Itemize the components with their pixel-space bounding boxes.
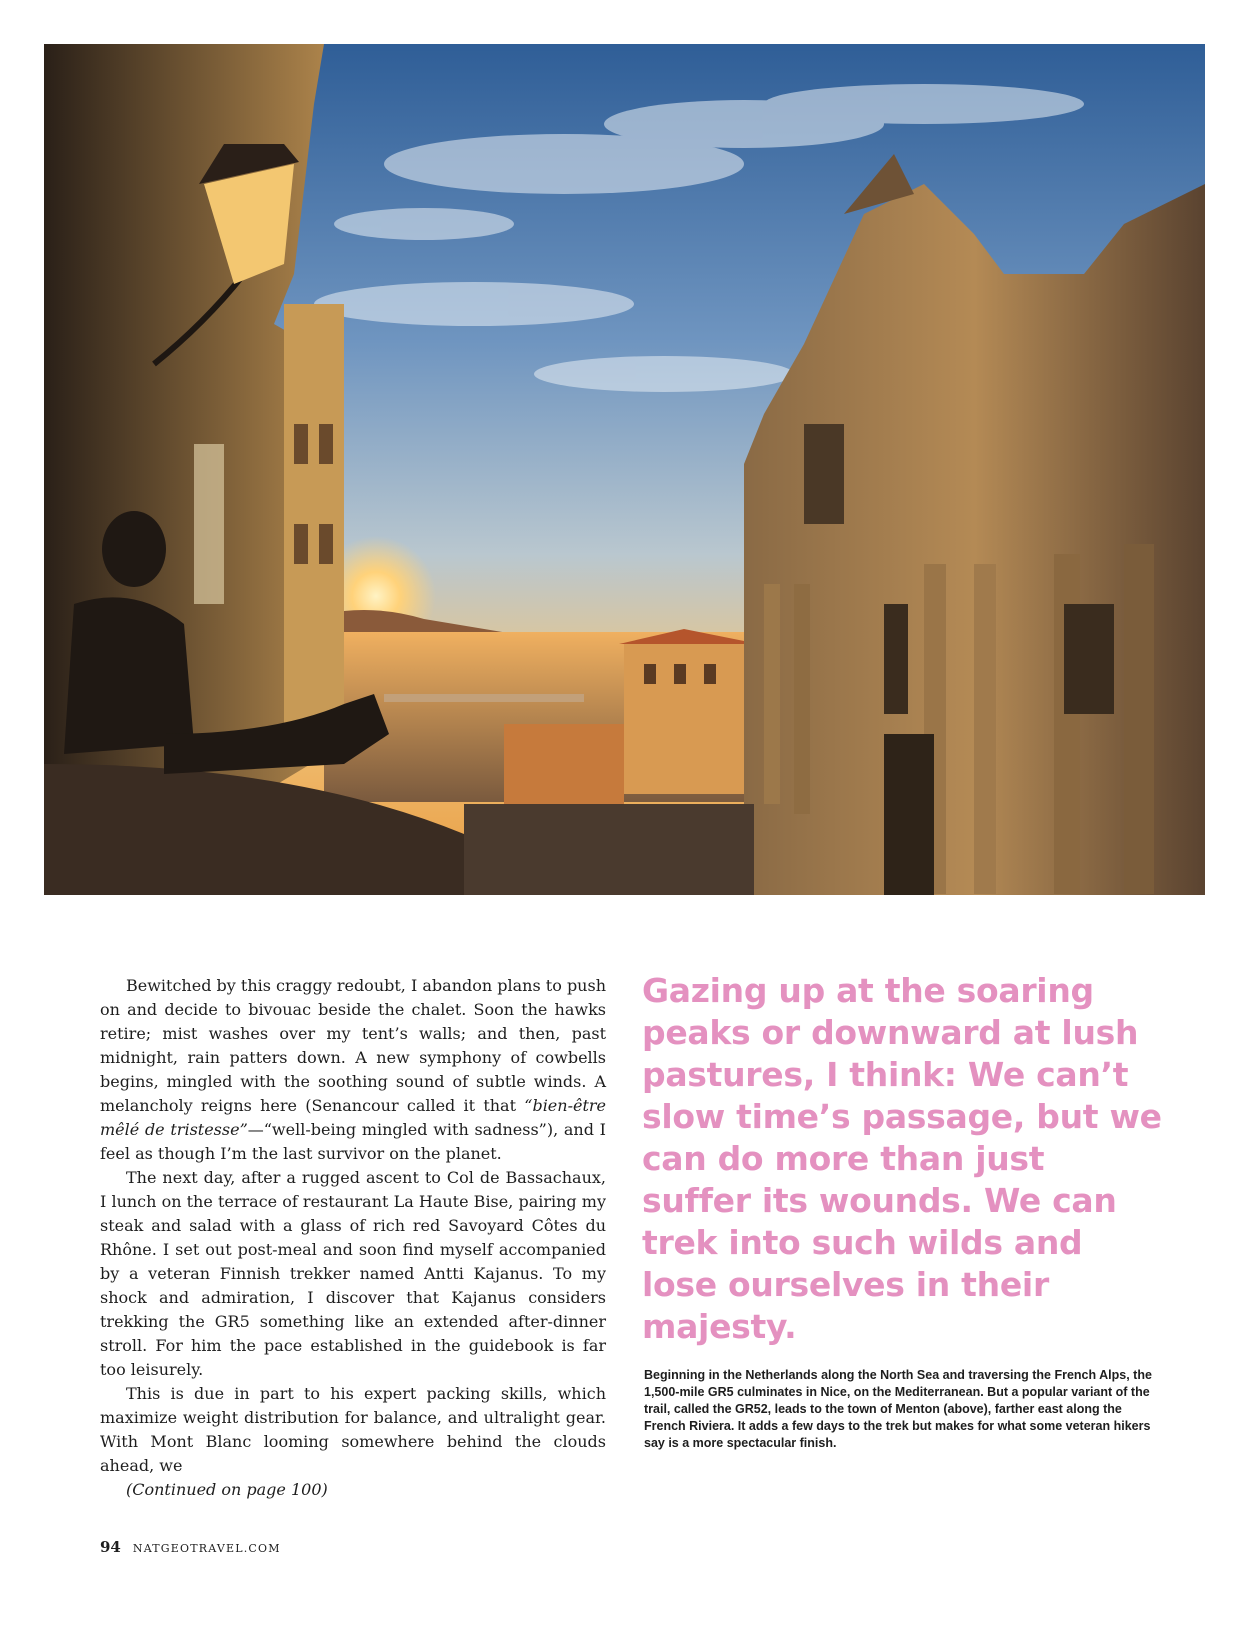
quoted-phrase: “bien-être mêlé de tristesse” — [100, 1096, 606, 1139]
page-number: 94 — [100, 1538, 121, 1556]
hero-photo — [44, 44, 1205, 895]
article-paragraph-2: The next day, after a rugged ascent to Col de Bassachaux, I lunch on the terrace of restaurant La Haute Bise, pairing my steak and salad with a glass of rich red Savoyard Côtes du Rhône. I set out post-meal and soon find myself accompanied by a veteran Finnish trekker named Antti Kajanus. To my shock and admiration, I discover that Kajanus considers trekking the GR5 something like an extended after-dinner stroll. For him the pace established in the guidebook is far too leisurely. — [100, 1168, 606, 1379]
photo-caption: Beginning in the Netherlands along the North Sea and traversing the French Alps, the 1,500-mile GR5 culminates in Nice, on the Mediterranean. But a popular variant of the trail, called the GR52, leads to the town of Menton (above), farther east along the French Riviera. It adds a few days to the trek but makes for what some veteran hikers say is a more spectacular finish. — [644, 1368, 1152, 1450]
pull-quote: Gazing up at the soaring peaks or downward at lush pastures, I think: We can’t slow time’s passage, but we can do more than just suffer its wounds. We can trek into such wilds and lose ourselves in their majesty. — [642, 971, 1162, 1346]
website-url: NATGEOTRAVEL.COM — [132, 1542, 281, 1555]
article-paragraph-3: This is due in part to his expert packing skills, which maximize weight distribution for balance, and ultralight gear. With Mont Blanc looming somewhere behind the clouds ahead, we — [100, 1384, 606, 1475]
article-body — [100, 974, 606, 1502]
harbor-pier — [384, 694, 584, 702]
photo-illustration — [44, 44, 1205, 895]
page-footer — [100, 1538, 281, 1556]
plaza — [464, 804, 754, 895]
continued-note: (Continued on page 100) — [126, 1480, 328, 1499]
article-paragraph-1: Bewitched by this craggy redoubt, I abandon plans to push on and decide to bivouac beside the chalet. Soon the hawks retire; mist washes over my tent’s walls; and then, past midnight, rain patters down. A new symphony of cowbells begins, mingled with the soothing sound of subtle winds. A melancholy reigns here (Senancour called it that “bien-être mêlé de tristesse”—“well-being mingled with sadness”), and I feel as though I’m the last survivor on the planet. — [100, 976, 606, 1163]
